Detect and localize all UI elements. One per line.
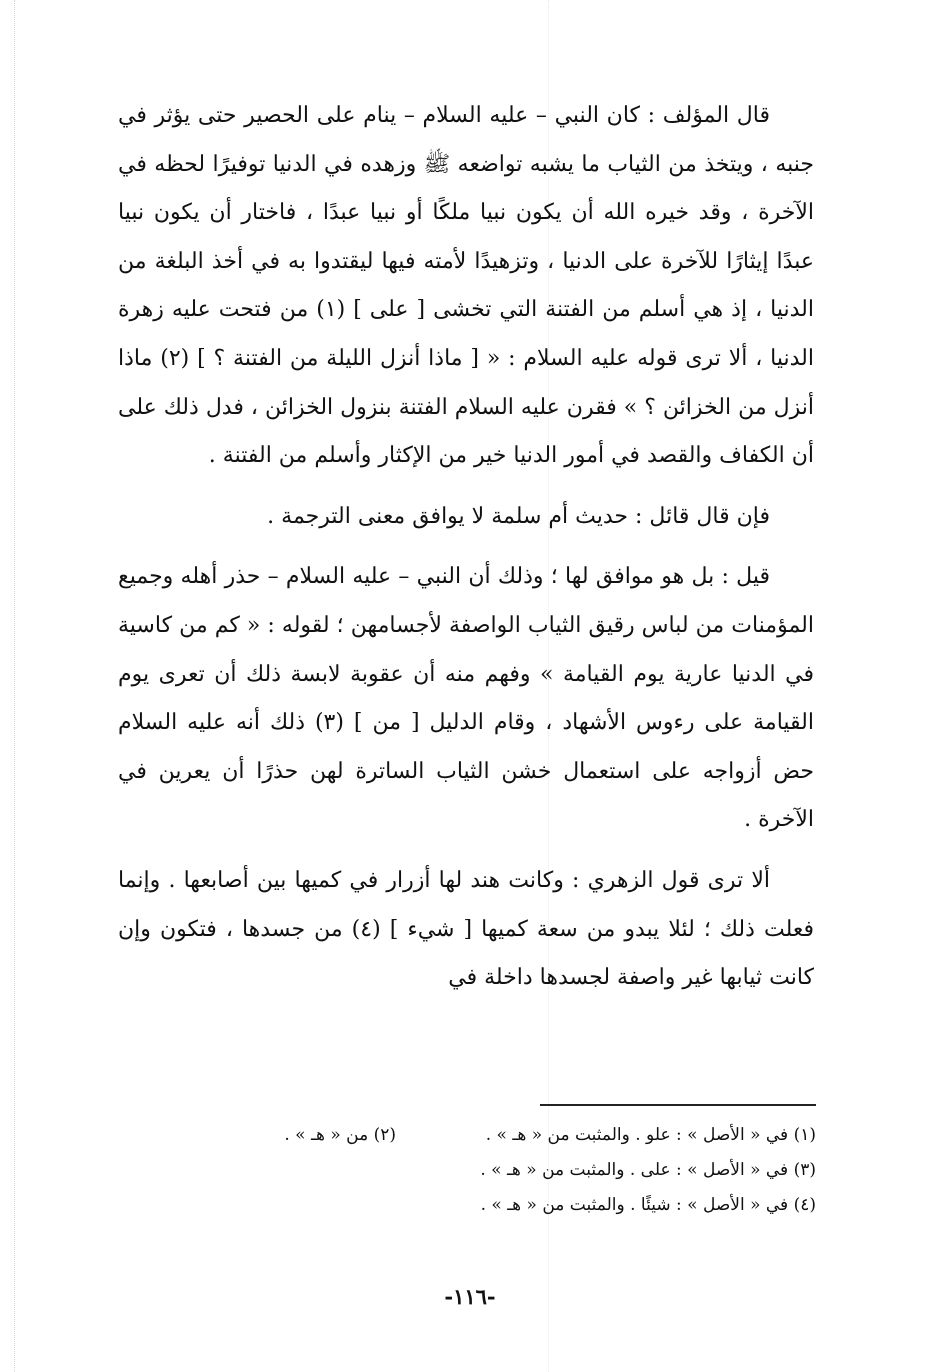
footnote-divider <box>540 1104 816 1106</box>
footnote-row <box>150 1118 816 1153</box>
paragraph-reply: قيل : بل هو موافق لها ؛ وذلك أن النبي – عليه السلام – حذر أهله وجميع المؤمنات من لباس رقيق الثياب الواصفة لأجسامهن ؛ لقوله : « كم من كاسية في الدنيا عارية يوم القيامة » وفهم منه أن عقوبة لابسة ذلك أن تعرى يوم القيامة على رءوس الأشهاد ، وقام الدليل [ من ] (٣) ذلك أنه عليه السلام حض أزواجه على استعمال خشن الثياب الساترة لهن حذرًا أن يعرين في الآخرة . <box>118 564 814 833</box>
footnote-1: (١) في « الأصل » : علو . والمثبت من « هـ » . <box>485 1125 816 1145</box>
footnote-3: (٣) في « الأصل » : على . والمثبت من « هـ » . <box>480 1160 816 1180</box>
footnote-row <box>150 1153 816 1188</box>
body-text <box>118 92 814 1003</box>
paragraph-author-commentary: قال المؤلف : كان النبي – عليه السلام – ينام على الحصير حتى يؤثر في جنبه ، ويتخذ من الثياب ما يشبه تواضعه ﷺ وزهده في الدنيا توفيرًا لحظه في الآخرة ، وقد خيره الله أن يكون نبيا ملكًا أو نبيا عبدًا ، فاختار أن يكون نبيا عبدًا إيثارًا للآخرة على الدنيا ، وتزهيدًا لأمته فيها ليقتدوا به في أخذ البلغة من الدنيا ، إذ هي أسلم من الفتنة التي تخشى [ على ] (١) من فتحت عليه زهرة الدنيا ، ألا ترى قوله عليه السلام : « [ ماذا أنزل الليلة من الفتنة ؟ ] (٢) ماذا أنزل من الخزائن ؟ » فقرن عليه السلام الفتنة بنزول الخزائن ، فدل ذلك على أن الكفاف والقصد في أمور الدنيا خير من الإكثار وأسلم من الفتنة . <box>118 103 814 469</box>
scan-artifact-line <box>14 0 15 1372</box>
footnotes <box>150 1118 816 1223</box>
footnote-row <box>150 1188 816 1223</box>
page-number: -١١٦- <box>444 1284 496 1309</box>
footnote-2: (٢) من « هـ » . <box>284 1125 396 1145</box>
paragraph-zuhri: ألا ترى قول الزهري : وكانت هند لها أزرار في كميها بين أصابعها . وإنما فعلت ذلك ؛ لئلا يبدو من سعة كميها [ شيء ] (٤) من جسدها ، فتكون وإن كانت ثيابها غير واصفة لجسدها داخلة في <box>118 867 814 991</box>
footnote-4: (٤) في « الأصل » : شيئًا . والمثبت من « هـ » . <box>480 1195 816 1215</box>
paragraph-objection: فإن قال قائل : حديث أم سلمة لا يوافق معنى الترجمة . <box>267 503 770 529</box>
